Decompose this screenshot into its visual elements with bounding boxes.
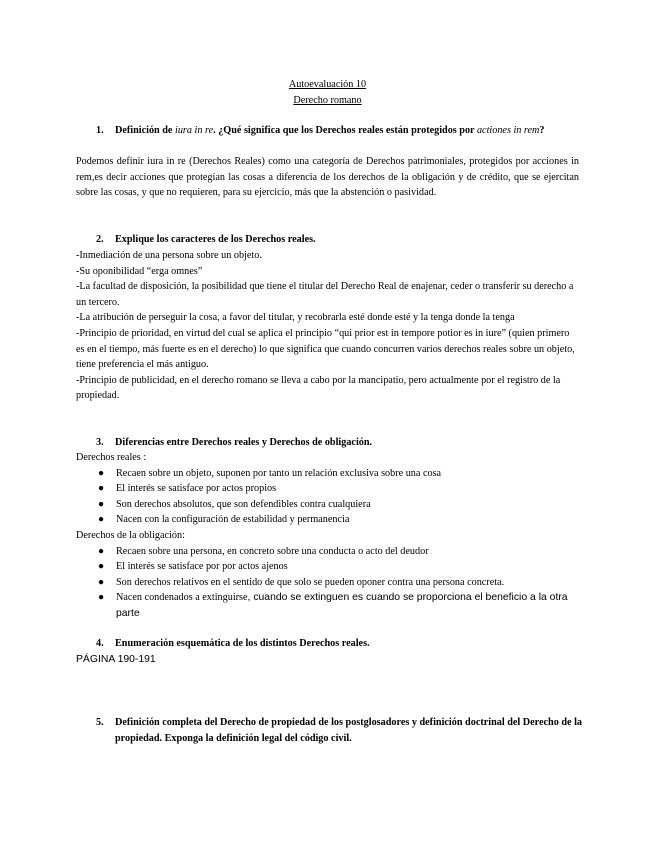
characteristic-line: -Su oponibilidad “erga omnes” (76, 265, 203, 277)
question-1-text-b: . ¿Qué significa que los Derechos reales están protegidos por (213, 125, 477, 136)
characteristic-line: -Principio de prioridad, en virtud del cual se aplica el principio “qui prior est in tempore potior es in iure” (quien primero es en el tiempo, más fuerte es en el derecho) lo que significa que cuando concurren varios derechos reales sobre un objeto, tiene preferencia el más antiguo. (76, 327, 575, 371)
list-item-text: El interés se satisface por actos propios (116, 483, 277, 495)
question-3-heading (96, 435, 598, 451)
list-item (76, 512, 579, 528)
document-title: Autoevaluación 10 (288, 79, 367, 90)
question-4-text: Enumeración esquemática de los distintos Derechos reales. (115, 638, 370, 649)
question-1-italic-a: iura in re (175, 125, 214, 136)
bullet-icon: ● (98, 545, 105, 557)
bullet-icon: ● (98, 514, 105, 526)
question-1-text-a: Definición de (115, 125, 175, 136)
question-5-text: Definición completa del Derecho de propiedad de los postglosadores y definición doctrinal del Derecho de la propiedad. Exponga la definición legal del código civil. (115, 717, 583, 744)
obligacion-list (76, 544, 579, 622)
list-item-text-sans: , cuando se extinguen es cuando se proporciona el beneficio a la otra parte (116, 592, 568, 619)
question-2-number: 2. (96, 234, 104, 245)
list-item-text: Recaen sobre una persona, en concreto sobre una conducta o acto del deudor (116, 545, 429, 557)
question-4-number: 4. (96, 638, 104, 649)
reales-list (76, 466, 579, 528)
characteristic-line: -La atribución de perseguir la cosa, a favor del titular, y recobrarla esté donde esté y la tenga donde la tenga (76, 312, 515, 324)
reales-label: Derechos reales : (76, 452, 147, 463)
bullet-icon: ● (98, 483, 105, 495)
bullet-icon: ● (98, 498, 105, 510)
document-subtitle: Derecho romano (293, 95, 362, 106)
list-item-text: Recaen sobre un objeto, suponen por tanto un relación exclusiva sobre una cosa (116, 467, 442, 479)
question-1-answer: Podemos definir iura in re (Derechos Reales) como una categoría de Derechos patrimoniales, protegidos por acciones in rem,es decir acciones que protegían las cosas a diferencia de los derechos de la obligación y de crédito, que se ejercitan sobre las cosas, y que no requieren, para su ejercicio, más que la abstención o pasividad. (76, 156, 579, 199)
list-item (76, 466, 579, 482)
bullet-icon: ● (98, 592, 105, 604)
characteristic-line: -Principio de publicidad, en el derecho romano se lleva a cabo por la mancipatio, pero actualmente por el registro de la propiedad. (76, 374, 561, 402)
question-2-heading (96, 232, 598, 248)
list-item (76, 481, 579, 497)
list-item-text: Nacen con la configuración de estabilidad y permanencia (116, 514, 350, 526)
bullet-icon: ● (98, 561, 105, 573)
question-1-heading (96, 123, 598, 139)
list-item (76, 544, 579, 560)
list-item-text: Nacen condenados a extinguirse (116, 592, 248, 604)
question-1-text-c: ? (539, 125, 545, 136)
list-item (76, 575, 579, 591)
question-1-italic-b: actiones in rem (476, 125, 540, 136)
list-item-text: El interés se satisface por por actos ajenos (116, 561, 288, 573)
bullet-icon: ● (98, 467, 105, 479)
question-3-number: 3. (96, 437, 104, 448)
list-item (76, 497, 579, 513)
question-5-heading (96, 715, 598, 746)
bullet-icon: ● (98, 576, 105, 588)
list-item-text: Son derechos absolutos, que son defendibles contra cualquiera (116, 498, 371, 510)
list-item (76, 590, 579, 621)
question-1-number: 1. (96, 125, 104, 136)
question-4-heading (96, 636, 598, 652)
question-4-answer: PÁGINA 190-191 (76, 654, 156, 665)
obligacion-label: Derechos de la obligación: (76, 529, 185, 541)
list-item-text: Son derechos relativos en el sentido de que solo se pueden oponer contra una persona concreta. (116, 576, 505, 588)
question-5-number: 5. (96, 717, 104, 728)
characteristic-line: -Inmediación de una persona sobre un objeto. (76, 250, 262, 261)
question-2-text: Explique los caracteres de los Derechos reales. (115, 234, 316, 245)
question-3-answer (76, 450, 579, 622)
question-2-answer (76, 248, 579, 404)
characteristic-line: -La facultad de disposición, la posibilidad que tiene el titular del Derecho Real de enajenar, ceder o transferir su derecho a un tercero. (76, 281, 574, 308)
question-3-text: Diferencias entre Derechos reales y Derechos de obligación. (115, 437, 373, 448)
list-item (76, 559, 579, 575)
